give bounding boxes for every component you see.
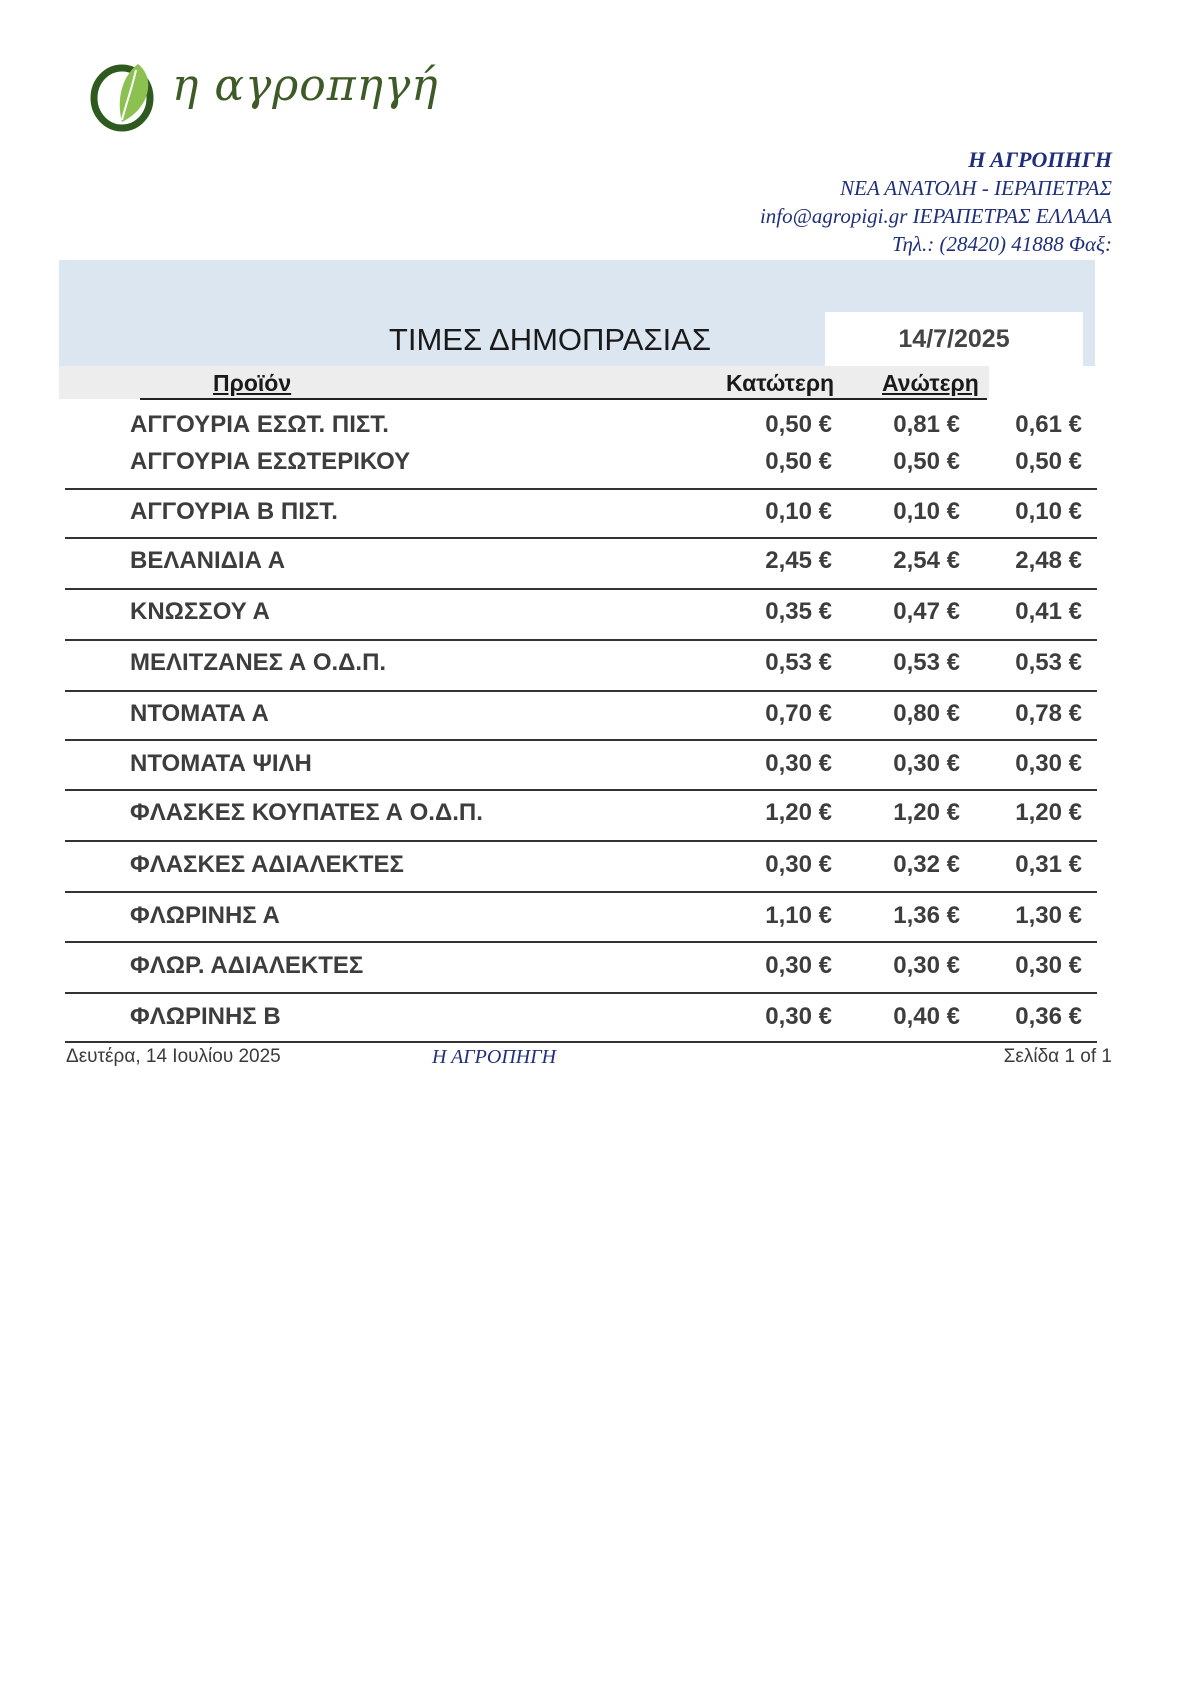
report-date: 14/7/2025 — [825, 312, 1083, 366]
product-cell: ΑΓΓΟΥΡΙΑ ΕΣΩΤΕΡΙΚΟΥ — [130, 448, 411, 475]
column-header-product: Προϊόν — [213, 370, 292, 396]
high-price-cell: 0,30 € — [893, 952, 960, 979]
table-row — [0, 442, 1200, 482]
table-row — [0, 541, 1200, 581]
low-price-cell: 0,30 € — [765, 750, 832, 777]
high-price-cell: 0,40 € — [893, 1003, 960, 1030]
row-divider — [65, 941, 1097, 943]
product-cell: ΝΤΟΜΑΤΑ ΨΙΛΗ — [130, 750, 312, 777]
product-cell: ΒΕΛΑΝΙΔΙΑ Α — [130, 547, 286, 574]
low-price-cell: 0,53 € — [765, 649, 832, 676]
high-price-cell: 0,47 € — [893, 598, 960, 625]
company-phone: Τηλ.: (28420) 41888 Φαξ: — [891, 232, 1112, 256]
high-price-cell: 0,30 € — [893, 750, 960, 777]
row-divider — [65, 739, 1097, 741]
low-price-cell: 0,50 € — [765, 448, 832, 475]
low-price-cell: 0,35 € — [765, 598, 832, 625]
avg-price-cell: 0,30 € — [1015, 952, 1082, 979]
table-row — [0, 492, 1200, 532]
footer-page-number: Σελίδα 1 of 1 — [1003, 1046, 1112, 1067]
table-row — [0, 592, 1200, 632]
row-divider — [65, 537, 1097, 539]
high-price-cell: 0,80 € — [893, 700, 960, 727]
product-cell: ΦΛΩΡΙΝΗΣ Β — [130, 1003, 281, 1030]
high-price-cell: 1,36 € — [893, 902, 960, 929]
product-cell: ΑΓΓΟΥΡΙΑ ΕΣΩΤ. ΠΙΣΤ. — [130, 411, 389, 438]
low-price-cell: 0,10 € — [765, 498, 832, 525]
company-logo — [86, 52, 439, 148]
row-divider — [65, 1041, 1097, 1043]
avg-price-cell: 0,36 € — [1015, 1003, 1082, 1030]
high-price-cell: 0,50 € — [893, 448, 960, 475]
product-cell: ΑΓΓΟΥΡΙΑ Β ΠΙΣΤ. — [130, 498, 338, 525]
table-row — [0, 896, 1200, 936]
row-divider — [65, 789, 1097, 791]
product-cell: ΦΛΩΡ. ΑΔΙΑΛΕΚΤΕΣ — [130, 952, 364, 979]
avg-price-cell: 2,48 € — [1015, 547, 1082, 574]
avg-price-cell: 0,50 € — [1015, 448, 1082, 475]
company-address: ΝΕΑ ΑΝΑΤΟΛΗ - ΙΕΡΑΠΕΤΡΑΣ — [840, 176, 1112, 200]
product-cell: ΝΤΟΜΑΤΑ Α — [130, 700, 269, 727]
table-row — [0, 405, 1200, 445]
avg-price-cell: 0,31 € — [1015, 851, 1082, 878]
company-contact: info@agropigi.gr ΙΕΡΑΠΕΤΡΑΣ ΕΛΛΑΔΑ — [759, 204, 1112, 228]
high-price-cell: 0,10 € — [893, 498, 960, 525]
column-header-high: Ανώτερη — [882, 370, 979, 396]
company-name: Η ΑΓΡΟΠΗΓΗ — [968, 147, 1112, 172]
low-price-cell: 0,30 € — [765, 1003, 832, 1030]
row-divider — [65, 639, 1097, 641]
row-divider — [65, 891, 1097, 893]
product-cell: ΦΛΩΡΙΝΗΣ Α — [130, 902, 280, 929]
low-price-cell: 1,10 € — [765, 902, 832, 929]
avg-price-cell: 0,53 € — [1015, 649, 1082, 676]
row-divider — [65, 992, 1097, 994]
avg-price-cell: 0,61 € — [1015, 411, 1082, 438]
table-row — [0, 643, 1200, 683]
product-cell: ΜΕΛΙΤΖΑΝΕΣ Α Ο.Δ.Π. — [130, 649, 387, 676]
product-cell: ΦΛΑΣΚΕΣ ΑΔΙΑΛΕΚΤΕΣ — [130, 851, 404, 878]
avg-price-cell: 0,30 € — [1015, 750, 1082, 777]
low-price-cell: 0,50 € — [765, 411, 832, 438]
high-price-cell: 0,53 € — [893, 649, 960, 676]
avg-price-cell: 1,30 € — [1015, 902, 1082, 929]
low-price-cell: 2,45 € — [765, 547, 832, 574]
page-title: ΤΙΜΕΣ ΔΗΜΟΠΡΑΣΙΑΣ — [388, 322, 712, 357]
row-divider — [65, 488, 1097, 490]
low-price-cell: 0,30 € — [765, 851, 832, 878]
avg-price-cell: 0,41 € — [1015, 598, 1082, 625]
high-price-cell: 2,54 € — [893, 547, 960, 574]
table-row — [0, 744, 1200, 784]
row-divider — [65, 588, 1097, 590]
leaf-circle-icon — [86, 56, 166, 136]
product-cell: ΦΛΑΣΚΕΣ ΚΟΥΠΑΤΕΣ Α Ο.Δ.Π. — [130, 799, 483, 826]
table-row — [0, 793, 1200, 833]
table-row — [0, 845, 1200, 885]
table-row — [0, 946, 1200, 986]
footer-date: Δευτέρα, 14 Ιουλίου 2025 — [66, 1046, 281, 1067]
footer-company: Η ΑΓΡΟΠΗΓΗ — [432, 1046, 557, 1068]
row-divider — [65, 690, 1097, 692]
table-row — [0, 694, 1200, 734]
table-row — [0, 997, 1200, 1037]
column-header-low: Κατώτερη — [726, 370, 835, 396]
low-price-cell: 0,30 € — [765, 952, 832, 979]
table-header — [59, 366, 989, 399]
avg-price-cell: 1,20 € — [1015, 799, 1082, 826]
product-cell: ΚΝΩΣΣΟΥ Α — [130, 598, 270, 625]
logo-text: η αγροπηγή — [172, 60, 439, 111]
avg-price-cell: 0,10 € — [1015, 498, 1082, 525]
avg-price-cell: 0,78 € — [1015, 700, 1082, 727]
low-price-cell: 1,20 € — [765, 799, 832, 826]
company-info — [760, 146, 1112, 258]
row-divider — [65, 840, 1097, 842]
high-price-cell: 1,20 € — [893, 799, 960, 826]
high-price-cell: 0,32 € — [893, 851, 960, 878]
header-underline — [140, 398, 987, 400]
low-price-cell: 0,70 € — [765, 700, 832, 727]
high-price-cell: 0,81 € — [893, 411, 960, 438]
